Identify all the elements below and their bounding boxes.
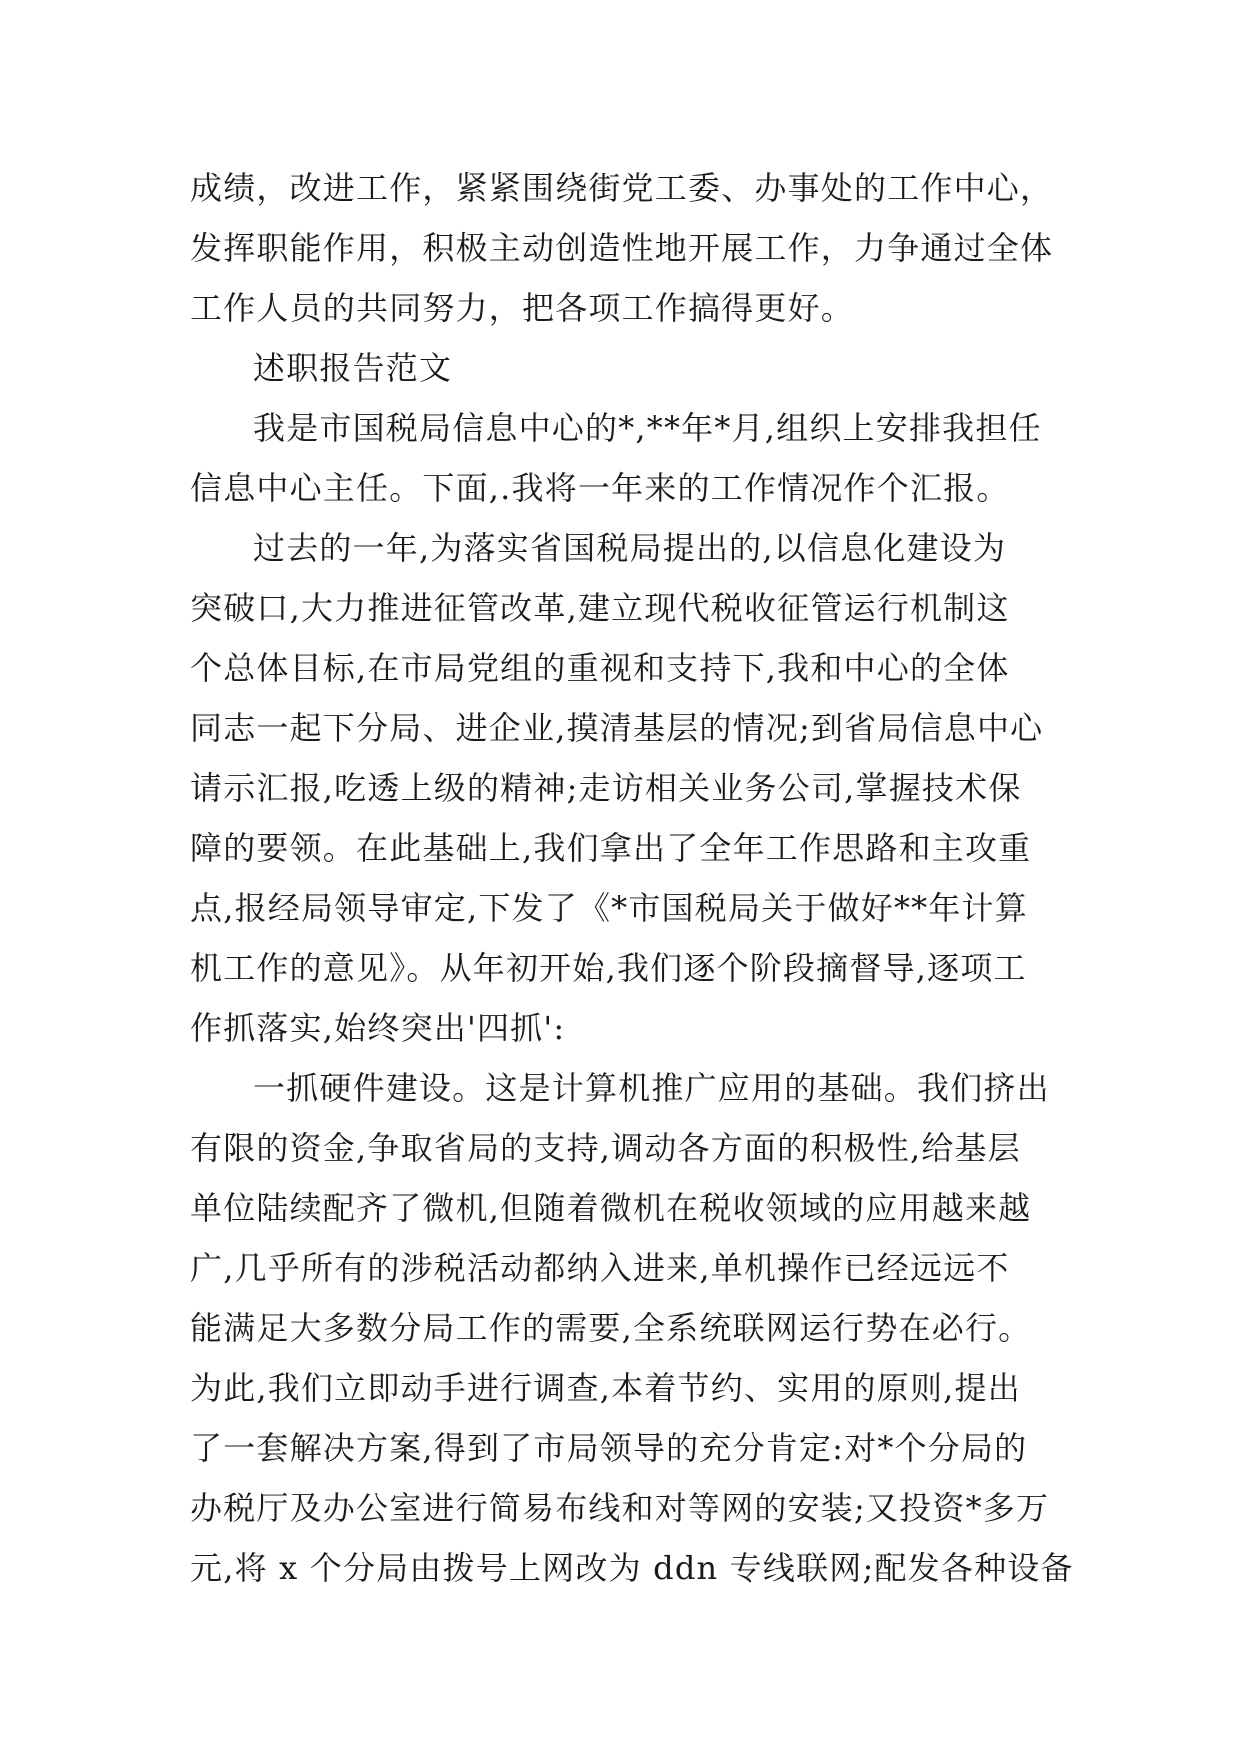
- text-line: 广,几乎所有的涉税活动都纳入进来,单机操作已经远远不: [190, 1249, 1010, 1287]
- text-line: 述职报告范文: [253, 349, 453, 387]
- text-line: 机工作的意见》。从年初开始,我们逐个阶段摘督导,逐项工: [190, 949, 1027, 987]
- text-line: 能满足大多数分局工作的需要,全系统联网运行势在必行。: [190, 1309, 1032, 1347]
- text-line: 元,将 x 个分局由拨号上网改为 ddn 专线联网;配发各种设备: [190, 1549, 1074, 1587]
- text-line: 有限的资金,争取省局的支持,调动各方面的积极性,给基层: [190, 1129, 1021, 1167]
- text-line: 单位陆续配齐了微机,但随着微机在税收领域的应用越来越: [190, 1189, 1032, 1227]
- text-line: 障的要领。在此基础上,我们拿出了全年工作思路和主攻重: [190, 829, 1032, 867]
- text-line: 个总体目标,在市局党组的重视和支持下,我和中心的全体: [190, 649, 1010, 687]
- text-line: 突破口,大力推进征管改革,建立现代税收征管运行机制这: [190, 589, 1010, 627]
- text-line: 为此,我们立即动手进行调查,本着节约、实用的原则,提出: [190, 1369, 1021, 1407]
- text-line: 工作人员的共同努力，把各项工作搞得更好。: [190, 289, 855, 327]
- text-line: 作抓落实,始终突出'四抓':: [190, 1009, 566, 1047]
- text-line: 过去的一年,为落实省国税局提出的,以信息化建设为: [253, 529, 1007, 567]
- text-line: 了一套解决方案,得到了市局领导的充分肯定:对*个分局的: [190, 1429, 1028, 1467]
- text-line: 发挥职能作用，积极主动创造性地开展工作，力争通过全体: [190, 229, 1054, 267]
- text-line: 办税厅及办公室进行简易布线和对等网的安装;又投资*多万: [190, 1489, 1050, 1527]
- document-body: [190, 158, 1074, 1598]
- text-line: 一抓硬件建设。这是计算机推广应用的基础。我们挤出: [253, 1069, 1050, 1107]
- text-line: 请示汇报,吃透上级的精神;走访相关业务公司,掌握技术保: [190, 769, 1022, 807]
- text-line: 信息中心主任。下面,.我将一年来的工作情况作个汇报。: [190, 469, 1010, 507]
- text-line: 点,报经局领导审定,下发了《*市国税局关于做好**年计算: [190, 889, 1028, 927]
- text-line: 成绩，改进工作，紧紧围绕街党工委、办事处的工作中心，: [190, 169, 1054, 207]
- text-line: 同志一起下分局、进企业,摸清基层的情况;到省局信息中心: [190, 709, 1044, 747]
- text-line: 我是市国税局信息中心的*,**年*月,组织上安排我担任: [253, 409, 1042, 447]
